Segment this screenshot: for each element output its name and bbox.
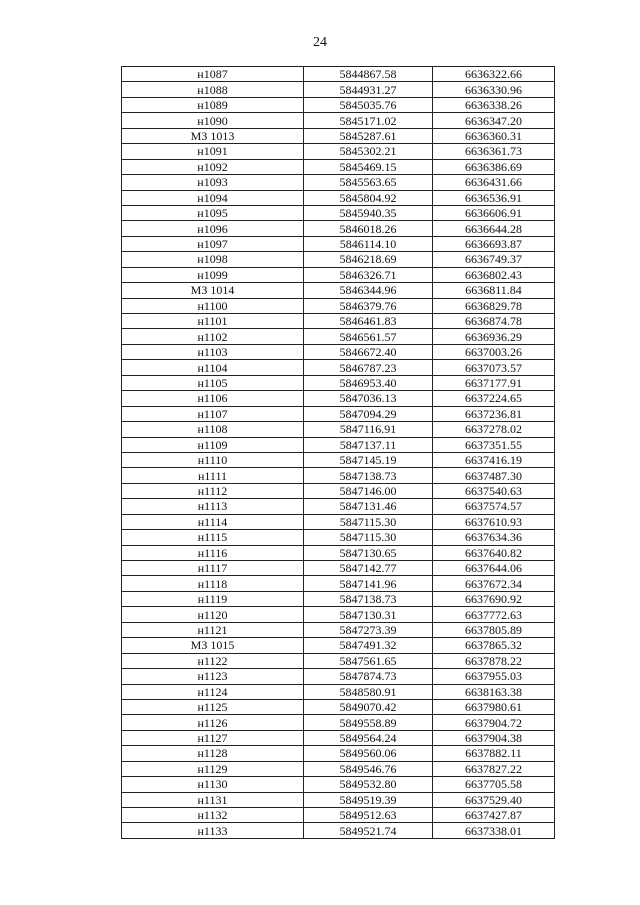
- x-coordinate-cell: 5847146.00: [304, 483, 433, 498]
- table-row: [122, 746, 555, 761]
- point-name-cell: н1109: [122, 437, 304, 452]
- table-row: [122, 715, 555, 730]
- table-row: [122, 267, 555, 282]
- x-coordinate-cell: 5845563.65: [304, 175, 433, 190]
- table-row: [122, 545, 555, 560]
- point-name-cell: н1102: [122, 329, 304, 344]
- y-coordinate-cell: 6636644.28: [433, 221, 555, 236]
- y-coordinate-cell: 6636936.29: [433, 329, 555, 344]
- point-name-cell: н1123: [122, 669, 304, 684]
- x-coordinate-cell: 5847137.11: [304, 437, 433, 452]
- x-coordinate-cell: 5846218.69: [304, 252, 433, 267]
- y-coordinate-cell: 6637427.87: [433, 808, 555, 823]
- table-row: [122, 128, 555, 143]
- table-row: [122, 391, 555, 406]
- x-coordinate-cell: 5849521.74: [304, 823, 433, 838]
- point-name-cell: н1129: [122, 761, 304, 776]
- y-coordinate-cell: 6637073.57: [433, 360, 555, 375]
- y-coordinate-cell: 6637805.89: [433, 622, 555, 637]
- table-row: [122, 190, 555, 205]
- y-coordinate-cell: 6637487.30: [433, 468, 555, 483]
- table-row: [122, 437, 555, 452]
- table-row: [122, 221, 555, 236]
- point-name-cell: н1104: [122, 360, 304, 375]
- x-coordinate-cell: 5849512.63: [304, 808, 433, 823]
- y-coordinate-cell: 6637980.61: [433, 699, 555, 714]
- point-name-cell: н1087: [122, 67, 304, 82]
- x-coordinate-cell: 5847115.30: [304, 530, 433, 545]
- point-name-cell: н1088: [122, 82, 304, 97]
- x-coordinate-cell: 5847874.73: [304, 669, 433, 684]
- point-name-cell: н1116: [122, 545, 304, 560]
- x-coordinate-cell: 5845940.35: [304, 205, 433, 220]
- x-coordinate-cell: 5847273.39: [304, 622, 433, 637]
- table-row: [122, 730, 555, 745]
- table-row: [122, 236, 555, 251]
- point-name-cell: МЗ 1013: [122, 128, 304, 143]
- table-row: [122, 298, 555, 313]
- point-name-cell: н1120: [122, 607, 304, 622]
- y-coordinate-cell: 6636829.78: [433, 298, 555, 313]
- table-row: [122, 67, 555, 82]
- x-coordinate-cell: 5847561.65: [304, 653, 433, 668]
- x-coordinate-cell: 5845035.76: [304, 97, 433, 112]
- table-row: [122, 761, 555, 776]
- point-name-cell: н1103: [122, 344, 304, 359]
- table-row: [122, 514, 555, 529]
- x-coordinate-cell: 5846672.40: [304, 344, 433, 359]
- table-row: [122, 483, 555, 498]
- point-name-cell: н1094: [122, 190, 304, 205]
- table-row: [122, 669, 555, 684]
- x-coordinate-cell: 5847131.46: [304, 499, 433, 514]
- y-coordinate-cell: 6636431.66: [433, 175, 555, 190]
- point-name-cell: н1124: [122, 684, 304, 699]
- x-coordinate-cell: 5844867.58: [304, 67, 433, 82]
- x-coordinate-cell: 5847491.32: [304, 638, 433, 653]
- table-row: [122, 653, 555, 668]
- point-name-cell: н1111: [122, 468, 304, 483]
- y-coordinate-cell: 6637904.38: [433, 730, 555, 745]
- point-name-cell: н1121: [122, 622, 304, 637]
- y-coordinate-cell: 6636361.73: [433, 144, 555, 159]
- table-row: [122, 808, 555, 823]
- x-coordinate-cell: 5844931.27: [304, 82, 433, 97]
- point-name-cell: н1107: [122, 406, 304, 421]
- y-coordinate-cell: 6637540.63: [433, 483, 555, 498]
- x-coordinate-cell: 5847138.73: [304, 591, 433, 606]
- y-coordinate-cell: 6637224.65: [433, 391, 555, 406]
- table-row: [122, 530, 555, 545]
- x-coordinate-cell: 5847036.13: [304, 391, 433, 406]
- table-row: [122, 82, 555, 97]
- x-coordinate-cell: 5847116.91: [304, 422, 433, 437]
- table-row: [122, 622, 555, 637]
- y-coordinate-cell: 6637644.06: [433, 561, 555, 576]
- x-coordinate-cell: 5847130.65: [304, 545, 433, 560]
- x-coordinate-cell: 5849546.76: [304, 761, 433, 776]
- table-row: [122, 97, 555, 112]
- y-coordinate-cell: 6637690.92: [433, 591, 555, 606]
- y-coordinate-cell: 6636811.84: [433, 283, 555, 298]
- x-coordinate-cell: 5847138.73: [304, 468, 433, 483]
- table-row: [122, 144, 555, 159]
- table-row: [122, 607, 555, 622]
- x-coordinate-cell: 5847094.29: [304, 406, 433, 421]
- y-coordinate-cell: 6637351.55: [433, 437, 555, 452]
- coordinates-table-body: [122, 67, 555, 839]
- point-name-cell: н1108: [122, 422, 304, 437]
- table-row: [122, 205, 555, 220]
- y-coordinate-cell: 6637705.58: [433, 777, 555, 792]
- y-coordinate-cell: 6636536.91: [433, 190, 555, 205]
- y-coordinate-cell: 6638163.38: [433, 684, 555, 699]
- point-name-cell: н1127: [122, 730, 304, 745]
- point-name-cell: МЗ 1015: [122, 638, 304, 653]
- point-name-cell: н1115: [122, 530, 304, 545]
- table-row: [122, 576, 555, 591]
- table-row: [122, 468, 555, 483]
- table-row: [122, 283, 555, 298]
- x-coordinate-cell: 5845302.21: [304, 144, 433, 159]
- table-row: [122, 252, 555, 267]
- point-name-cell: н1118: [122, 576, 304, 591]
- y-coordinate-cell: 6636749.37: [433, 252, 555, 267]
- point-name-cell: н1098: [122, 252, 304, 267]
- y-coordinate-cell: 6637416.19: [433, 452, 555, 467]
- point-name-cell: н1128: [122, 746, 304, 761]
- table-row: [122, 175, 555, 190]
- table-row: [122, 499, 555, 514]
- y-coordinate-cell: 6637610.93: [433, 514, 555, 529]
- point-name-cell: н1097: [122, 236, 304, 251]
- point-name-cell: н1093: [122, 175, 304, 190]
- table-row: [122, 638, 555, 653]
- point-name-cell: н1122: [122, 653, 304, 668]
- x-coordinate-cell: 5845287.61: [304, 128, 433, 143]
- point-name-cell: н1091: [122, 144, 304, 159]
- y-coordinate-cell: 6636693.87: [433, 236, 555, 251]
- y-coordinate-cell: 6637865.32: [433, 638, 555, 653]
- point-name-cell: н1092: [122, 159, 304, 174]
- table-row: [122, 406, 555, 421]
- x-coordinate-cell: 5845171.02: [304, 113, 433, 128]
- x-coordinate-cell: 5849558.89: [304, 715, 433, 730]
- y-coordinate-cell: 6637574.57: [433, 499, 555, 514]
- x-coordinate-cell: 5846953.40: [304, 375, 433, 390]
- x-coordinate-cell: 5846114.10: [304, 236, 433, 251]
- point-name-cell: н1130: [122, 777, 304, 792]
- point-name-cell: н1125: [122, 699, 304, 714]
- point-name-cell: н1117: [122, 561, 304, 576]
- y-coordinate-cell: 6636606.91: [433, 205, 555, 220]
- table-row: [122, 159, 555, 174]
- table-row: [122, 314, 555, 329]
- y-coordinate-cell: 6637955.03: [433, 669, 555, 684]
- y-coordinate-cell: 6636874.78: [433, 314, 555, 329]
- point-name-cell: н1090: [122, 113, 304, 128]
- x-coordinate-cell: 5847145.19: [304, 452, 433, 467]
- table-row: [122, 422, 555, 437]
- table-row: [122, 699, 555, 714]
- y-coordinate-cell: 6637904.72: [433, 715, 555, 730]
- point-name-cell: н1119: [122, 591, 304, 606]
- x-coordinate-cell: 5849560.06: [304, 746, 433, 761]
- point-name-cell: МЗ 1014: [122, 283, 304, 298]
- table-row: [122, 684, 555, 699]
- point-name-cell: н1132: [122, 808, 304, 823]
- table-row: [122, 329, 555, 344]
- y-coordinate-cell: 6637772.63: [433, 607, 555, 622]
- point-name-cell: н1101: [122, 314, 304, 329]
- y-coordinate-cell: 6637634.36: [433, 530, 555, 545]
- table-row: [122, 360, 555, 375]
- x-coordinate-cell: 5849519.39: [304, 792, 433, 807]
- y-coordinate-cell: 6636360.31: [433, 128, 555, 143]
- y-coordinate-cell: 6637003.26: [433, 344, 555, 359]
- point-name-cell: н1114: [122, 514, 304, 529]
- x-coordinate-cell: 5845469.15: [304, 159, 433, 174]
- point-name-cell: н1112: [122, 483, 304, 498]
- point-name-cell: н1106: [122, 391, 304, 406]
- x-coordinate-cell: 5847142.77: [304, 561, 433, 576]
- x-coordinate-cell: 5847141.96: [304, 576, 433, 591]
- point-name-cell: н1100: [122, 298, 304, 313]
- x-coordinate-cell: 5846344.96: [304, 283, 433, 298]
- y-coordinate-cell: 6637640.82: [433, 545, 555, 560]
- table-row: [122, 561, 555, 576]
- x-coordinate-cell: 5846561.57: [304, 329, 433, 344]
- point-name-cell: н1099: [122, 267, 304, 282]
- x-coordinate-cell: 5849070.42: [304, 699, 433, 714]
- y-coordinate-cell: 6637529.40: [433, 792, 555, 807]
- point-name-cell: н1096: [122, 221, 304, 236]
- table-row: [122, 777, 555, 792]
- y-coordinate-cell: 6637236.81: [433, 406, 555, 421]
- page-number: 24: [313, 35, 327, 50]
- x-coordinate-cell: 5846787.23: [304, 360, 433, 375]
- coordinates-table: [121, 66, 555, 839]
- y-coordinate-cell: 6636802.43: [433, 267, 555, 282]
- table-row: [122, 591, 555, 606]
- x-coordinate-cell: 5847115.30: [304, 514, 433, 529]
- x-coordinate-cell: 5846326.71: [304, 267, 433, 282]
- x-coordinate-cell: 5846018.26: [304, 221, 433, 236]
- table-row: [122, 792, 555, 807]
- x-coordinate-cell: 5849532.80: [304, 777, 433, 792]
- x-coordinate-cell: 5848580.91: [304, 684, 433, 699]
- y-coordinate-cell: 6636330.96: [433, 82, 555, 97]
- y-coordinate-cell: 6637278.02: [433, 422, 555, 437]
- point-name-cell: н1095: [122, 205, 304, 220]
- x-coordinate-cell: 5849564.24: [304, 730, 433, 745]
- point-name-cell: н1126: [122, 715, 304, 730]
- x-coordinate-cell: 5846461.83: [304, 314, 433, 329]
- point-name-cell: н1131: [122, 792, 304, 807]
- table-row: [122, 344, 555, 359]
- x-coordinate-cell: 5846379.76: [304, 298, 433, 313]
- point-name-cell: н1110: [122, 452, 304, 467]
- y-coordinate-cell: 6637878.22: [433, 653, 555, 668]
- y-coordinate-cell: 6636338.26: [433, 97, 555, 112]
- y-coordinate-cell: 6637177.91: [433, 375, 555, 390]
- table-row: [122, 113, 555, 128]
- x-coordinate-cell: 5847130.31: [304, 607, 433, 622]
- table-row: [122, 375, 555, 390]
- table-row: [122, 823, 555, 838]
- y-coordinate-cell: 6637827.22: [433, 761, 555, 776]
- point-name-cell: н1089: [122, 97, 304, 112]
- y-coordinate-cell: 6637672.34: [433, 576, 555, 591]
- point-name-cell: н1133: [122, 823, 304, 838]
- y-coordinate-cell: 6636386.69: [433, 159, 555, 174]
- y-coordinate-cell: 6636347.20: [433, 113, 555, 128]
- point-name-cell: н1105: [122, 375, 304, 390]
- table-row: [122, 452, 555, 467]
- y-coordinate-cell: 6637338.01: [433, 823, 555, 838]
- point-name-cell: н1113: [122, 499, 304, 514]
- x-coordinate-cell: 5845804.92: [304, 190, 433, 205]
- y-coordinate-cell: 6636322.66: [433, 67, 555, 82]
- y-coordinate-cell: 6637882.11: [433, 746, 555, 761]
